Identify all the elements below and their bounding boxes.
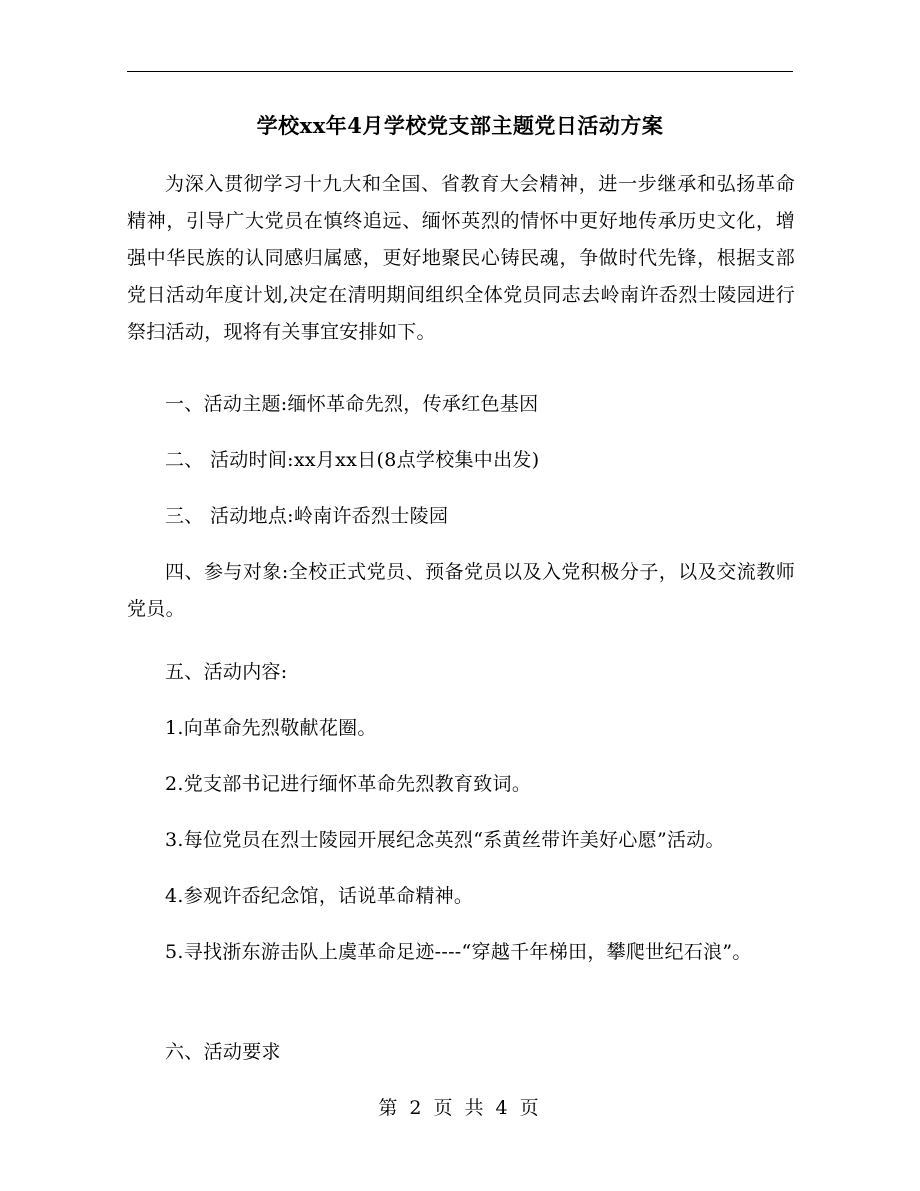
list-item: 1.向革命先烈敬献花圈。 — [165, 717, 377, 739]
content-item-3 — [127, 822, 795, 859]
section-text: 四、参与对象:全校正式党员、预备党员以及入党积极分子，以及交流教师党员。 — [127, 561, 795, 620]
content-item-1 — [127, 710, 795, 747]
list-item: 5.寻找浙东游击队上虞革命足迹----“穿越千年梯田，攀爬世纪石浪”。 — [165, 941, 752, 963]
section-text: 六、活动要求 — [165, 1041, 281, 1063]
content-item-5 — [127, 934, 795, 971]
page-footer: 第 2 页 共 4 页 — [378, 1097, 542, 1119]
document-title: 学校xx年4月学校党支部主题党日活动方案 — [256, 113, 664, 138]
section-location — [127, 498, 795, 535]
section-time — [127, 442, 795, 479]
list-item: 3.每位党员在烈士陵园开展纪念英烈“系黄丝带许美好心愿”活动。 — [165, 829, 725, 851]
content-item-4 — [127, 878, 795, 915]
header-rule — [127, 71, 793, 72]
list-item: 2.党支部书记进行缅怀革命先烈教育致词。 — [165, 773, 532, 795]
intro-paragraph — [127, 166, 795, 351]
list-item: 4.参观许岙纪念馆，话说革命精神。 — [165, 885, 474, 907]
section-participants — [127, 554, 795, 628]
section-content — [127, 654, 795, 691]
intro-text: 为深入贯彻学习十九大和全国、省教育大会精神，进一步继承和弘扬革命精神，引导广大党员在慎终追远、缅怀英烈的情怀中更好地传承历史文化，增强中华民族的认同感归属感，更好地聚民心铸民魂，争做时代先锋，根据支部党日活动年度计划,决定在清明期间组织全体党员同志去岭南许岙烈士陵园进行祭扫活动，现将有关事宜安排如下。 — [127, 173, 795, 343]
section-text: 五、活动内容: — [165, 661, 288, 683]
content-item-2 — [127, 766, 795, 803]
section-requirements — [127, 1034, 795, 1071]
section-text: 三、 活动地点:岭南许岙烈士陵园 — [165, 505, 449, 527]
section-theme — [127, 386, 795, 423]
section-text: 一、活动主题:缅怀革命先烈，传承红色基因 — [165, 393, 539, 415]
section-text: 二、 活动时间:xx月xx日(8点学校集中出发) — [165, 449, 540, 471]
